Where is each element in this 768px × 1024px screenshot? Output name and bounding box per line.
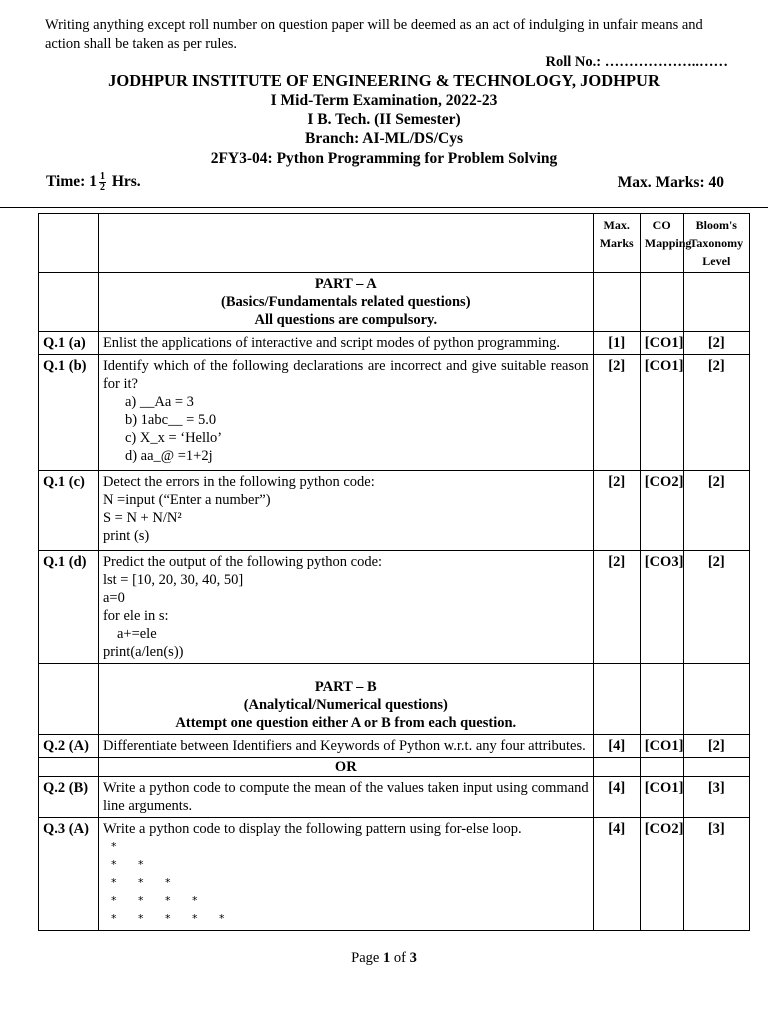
pattern-line: * * * [110, 876, 180, 889]
question-table [38, 213, 750, 931]
question-text: Write a python code to display the following pattern using for-else loop. [102, 821, 522, 837]
part-b-instruction: Attempt one question either A or B from each question. [175, 715, 517, 731]
col-header-marks: Max. Marks [593, 214, 640, 273]
question-bloom: [3] [683, 777, 749, 818]
pattern-line: * * * * [110, 894, 207, 907]
fraction-numerator: 1 [99, 171, 105, 182]
part-b-subtitle: (Analytical/Numerical questions) [243, 697, 448, 713]
question-text: Identify which of the following declarations are incorrect and give suitable reason for it? [102, 358, 589, 392]
question-bloom: [2] [683, 551, 749, 664]
course-title: 2FY3-04: Python Programming for Problem Solving [210, 150, 558, 167]
part-a-heading-row [39, 273, 750, 332]
exam-duration [46, 172, 141, 193]
unfair-means-notice: Writing anything except roll number on question paper will be deemed as an act of indulging in unfair means and action shall be taken as per rules. [45, 17, 703, 52]
question-marks: [4] [593, 818, 640, 931]
table-row [39, 551, 750, 664]
duration-suffix: Hrs. [111, 173, 141, 191]
question-number: Q.2 (B) [39, 777, 99, 818]
question-number: Q.3 (A) [39, 818, 99, 931]
question-co: [CO1] [640, 735, 683, 758]
institute-name: JODHPUR INSTITUTE OF ENGINEERING & TECHNOLOGY, JODHPUR [108, 71, 660, 90]
code-line: a+=ele [116, 626, 157, 642]
pattern-line: * [110, 840, 126, 853]
question-bloom: [3] [683, 818, 749, 931]
total-pages: 3 [409, 950, 417, 966]
question-marks: [4] [593, 777, 640, 818]
question-number: Q.1 (d) [39, 551, 99, 664]
part-b-heading-row [39, 664, 750, 735]
question-co: [CO1] [640, 332, 683, 355]
question-text: Write a python code to compute the mean of the values taken input using command line arguments. [98, 777, 593, 818]
question-marks: [4] [593, 735, 640, 758]
branch-title: Branch: AI-ML/DS/Cys [304, 130, 464, 147]
code-line: S = N + N/N² [102, 510, 182, 526]
question-number: Q.1 (b) [39, 355, 99, 471]
question-marks: [2] [593, 551, 640, 664]
option-d: d) aa_@ =1+2j [124, 448, 213, 464]
question-marks: [2] [593, 355, 640, 471]
part-a-instruction: All questions are compulsory. [254, 312, 438, 328]
option-a: a) __Aa = 3 [124, 394, 194, 410]
pattern-line: * * [110, 858, 153, 871]
code-line: lst = [10, 20, 30, 40, 50] [102, 572, 244, 588]
col-header-co: CO Mapping [640, 214, 683, 273]
table-row [39, 818, 750, 931]
part-b-title: PART – B [314, 679, 377, 695]
footer-mid: of [390, 950, 410, 966]
table-row [39, 777, 750, 818]
code-line: print (s) [102, 528, 150, 544]
col-header-bloom: Bloom's Taxonomy Level [683, 214, 749, 273]
roll-number-field: Roll No.: ………………..…… [545, 54, 728, 70]
duration-fraction [99, 172, 106, 193]
question-text: Differentiate between Identifiers and Keywords of Python w.r.t. any four attributes. [98, 735, 593, 758]
option-c: c) X_x = ‘Hello’ [124, 430, 223, 446]
current-page: 1 [382, 950, 391, 966]
question-bloom: [2] [683, 332, 749, 355]
program-title: I B. Tech. (II Semester) [307, 111, 461, 128]
part-a-subtitle: (Basics/Fundamentals related questions) [221, 294, 471, 310]
question-co: [CO3] [640, 551, 683, 664]
header-divider [0, 207, 768, 208]
question-text: Detect the errors in the following python code: [102, 474, 375, 490]
pattern-line: * * * * * [110, 912, 234, 925]
code-line: print(a/len(s)) [102, 644, 184, 660]
table-row [39, 332, 750, 355]
question-bloom: [2] [683, 735, 749, 758]
table-header-row [39, 214, 750, 273]
code-line: N =input (“Enter a number”) [102, 492, 271, 508]
question-number: Q.2 (A) [39, 735, 99, 758]
option-b: b) 1abc__ = 5.0 [124, 412, 217, 428]
duration-prefix: Time: 1 [46, 173, 97, 191]
page-footer [0, 950, 768, 967]
part-a-title: PART – A [314, 276, 377, 292]
or-label: OR [98, 758, 593, 777]
question-text: Predict the output of the following python code: [102, 554, 383, 570]
question-marks: [2] [593, 471, 640, 551]
question-number: Q.1 (a) [39, 332, 99, 355]
code-line: for ele in s: [102, 608, 169, 624]
code-line: a=0 [102, 590, 125, 606]
question-text: Enlist the applications of interactive and script modes of python programming. [98, 332, 593, 355]
footer-prefix: Page [351, 950, 383, 966]
question-bloom: [2] [683, 355, 749, 471]
exam-title: I Mid-Term Examination, 2022-23 [270, 92, 498, 109]
question-co: [CO1] [640, 777, 683, 818]
or-separator-row [39, 758, 750, 777]
table-row [39, 735, 750, 758]
question-marks: [1] [593, 332, 640, 355]
max-marks: Max. Marks: 40 [617, 174, 724, 191]
fraction-denominator: 2 [99, 182, 105, 193]
table-row [39, 471, 750, 551]
question-co: [CO2] [640, 471, 683, 551]
question-bloom: [2] [683, 471, 749, 551]
question-co: [CO1] [640, 355, 683, 471]
question-co: [CO2] [640, 818, 683, 931]
question-number: Q.1 (c) [39, 471, 99, 551]
table-row [39, 355, 750, 471]
